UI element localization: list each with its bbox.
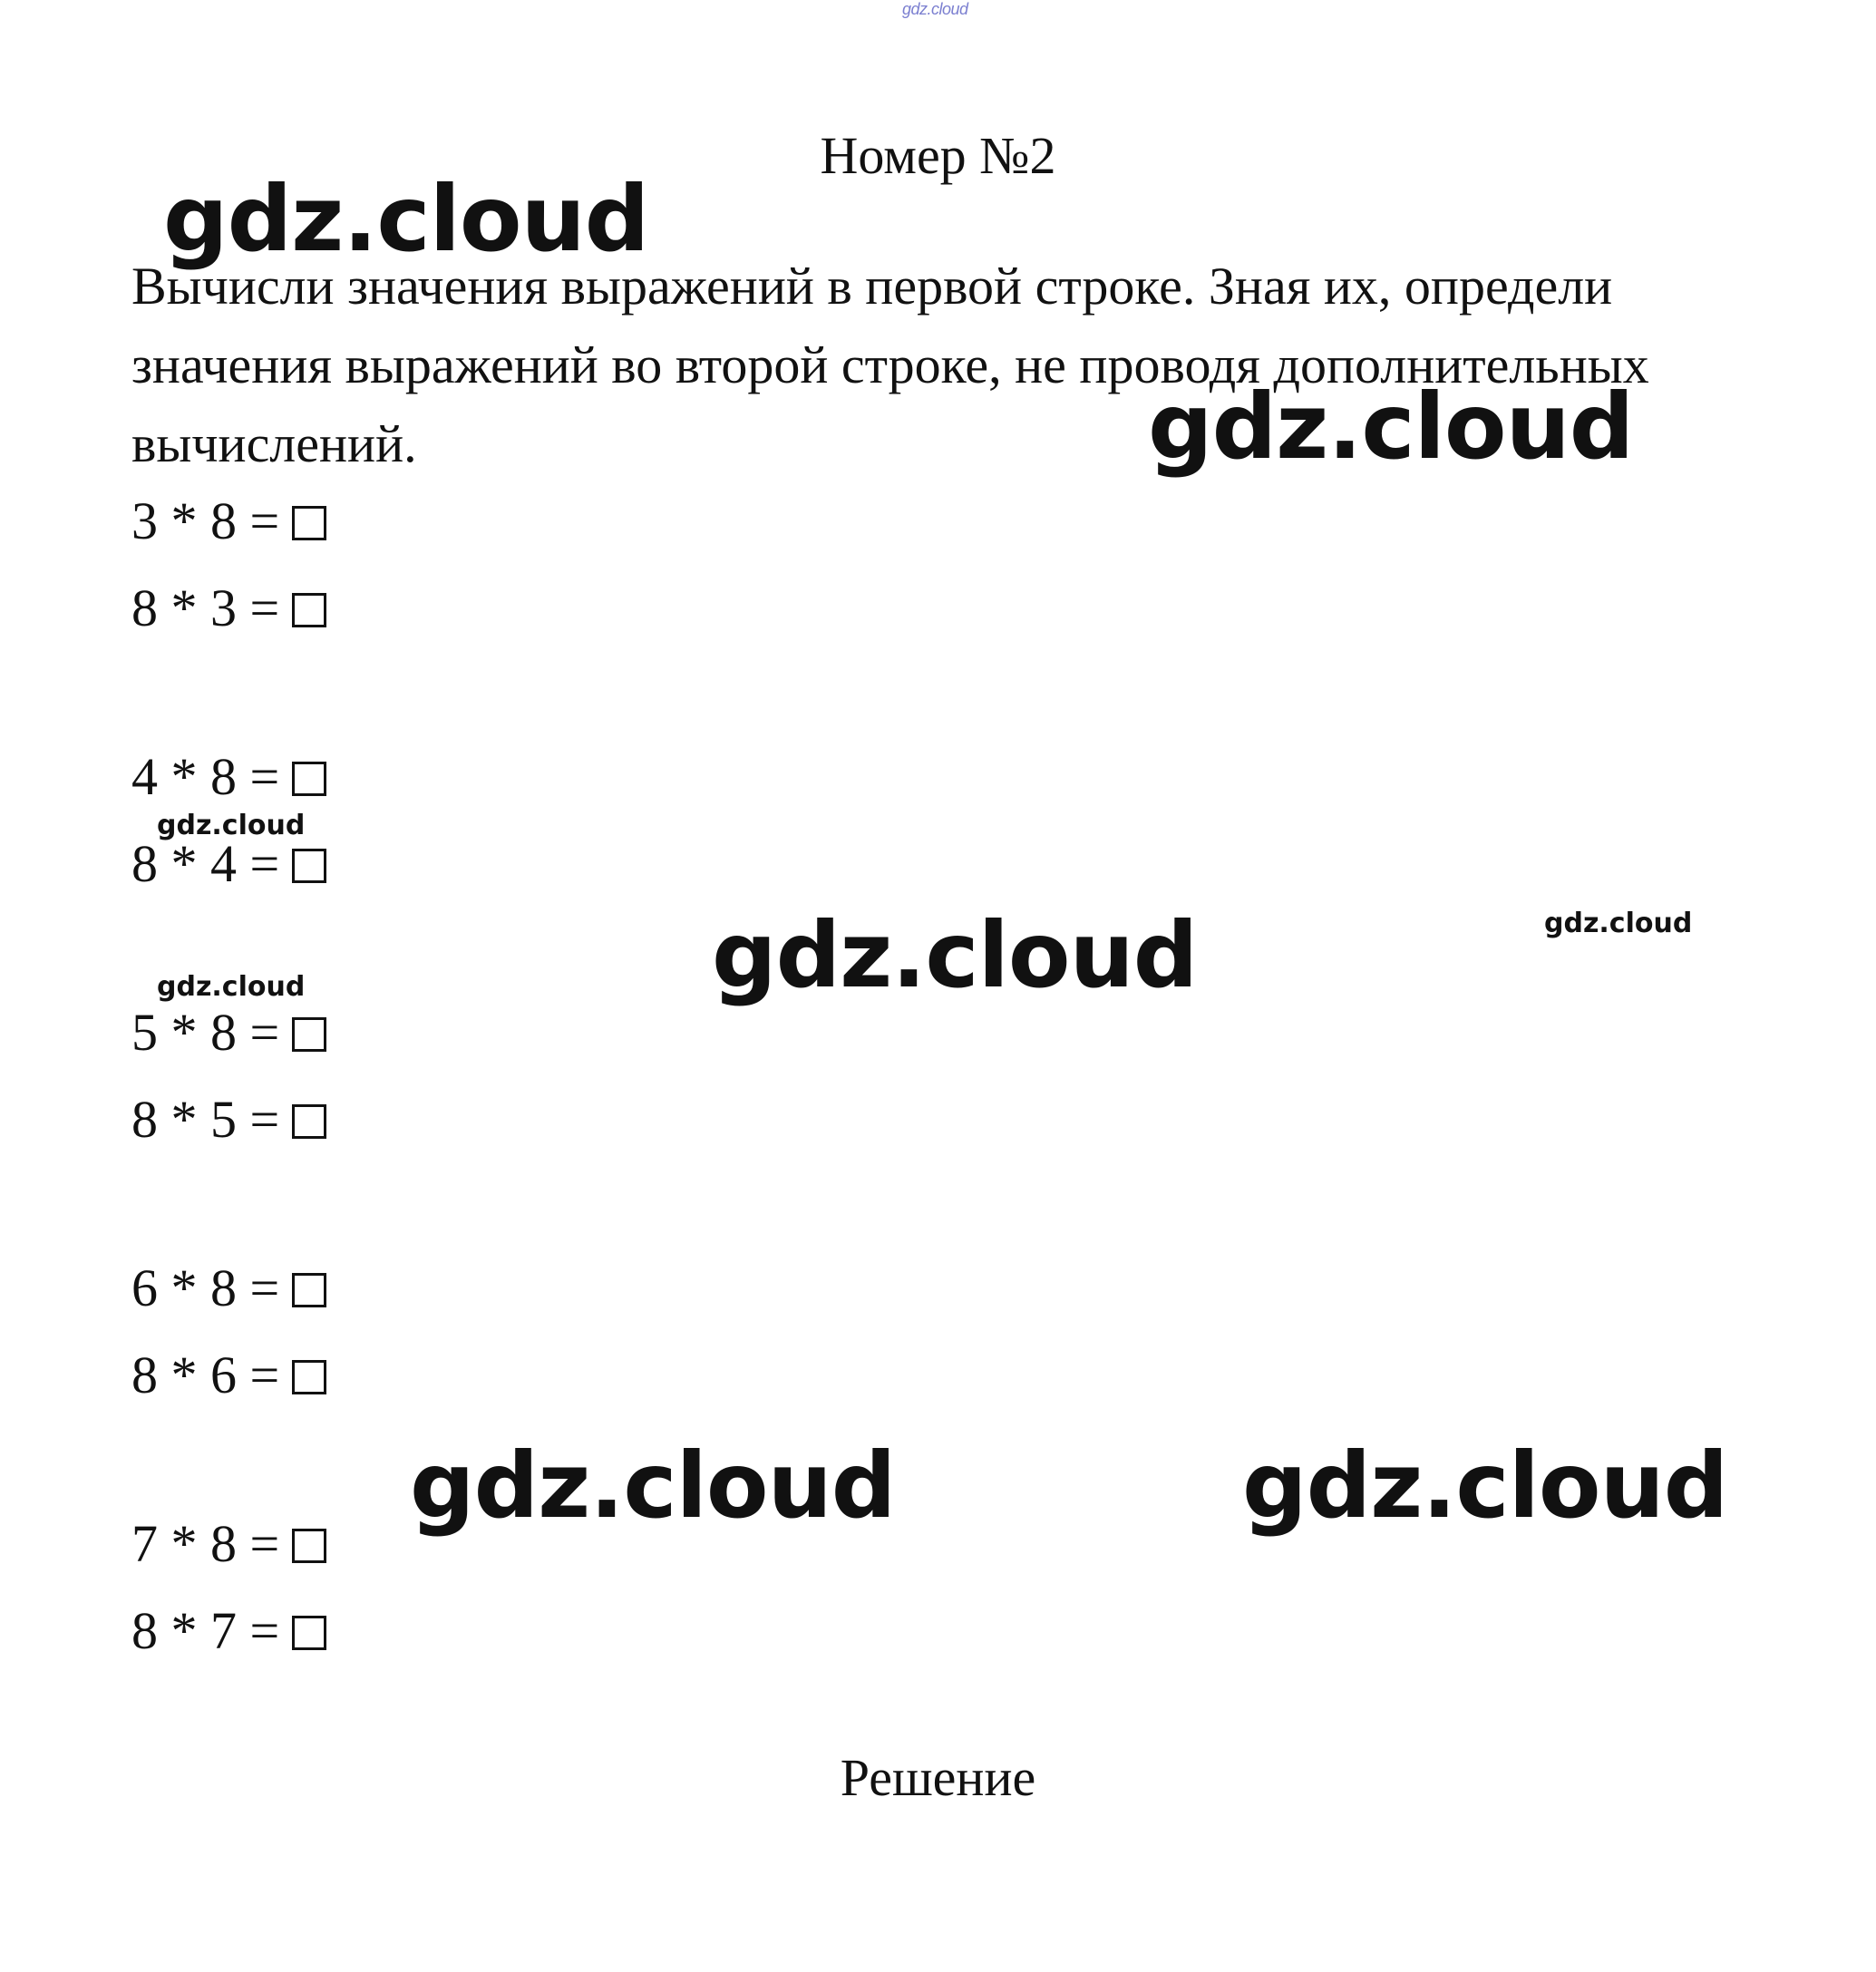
answer-box[interactable]: [292, 762, 326, 796]
expression-row: [131, 832, 326, 896]
answer-box[interactable]: [292, 1017, 326, 1052]
expression-text: 8 * 4 =: [131, 834, 280, 893]
answer-box[interactable]: [292, 506, 326, 540]
watermark: gdz.cloud: [157, 971, 306, 1003]
expression-row: [131, 1512, 326, 1576]
answer-box[interactable]: [292, 1273, 326, 1307]
answer-box[interactable]: [292, 1360, 326, 1394]
task-text: Вычисли значения выражений в первой строке. Зная их, определи значения выражений во второй строке, не проводя дополнительных вычислений.: [131, 257, 1649, 473]
expression-row: [131, 577, 326, 640]
answer-box[interactable]: [292, 593, 326, 627]
header-watermark: gdz.cloud: [902, 0, 968, 18]
expression-row: [131, 490, 326, 553]
watermark: gdz.cloud: [1242, 1433, 1728, 1539]
expression-text: 4 * 8 =: [131, 747, 280, 806]
page-title: Номер №2: [820, 126, 1056, 185]
expression-text: 7 * 8 =: [131, 1514, 280, 1573]
answer-box[interactable]: [292, 1529, 326, 1563]
expression-row: [131, 1088, 326, 1151]
watermark: gdz.cloud: [163, 166, 649, 272]
watermark: gdz.cloud: [1544, 908, 1693, 939]
expression-text: 6 * 8 =: [131, 1258, 280, 1317]
watermark: gdz.cloud: [712, 902, 1198, 1008]
answer-box[interactable]: [292, 1104, 326, 1139]
watermark: gdz.cloud: [1148, 374, 1634, 480]
watermark: gdz.cloud: [410, 1433, 896, 1539]
answer-box[interactable]: [292, 1616, 326, 1650]
expression-row: [131, 1001, 326, 1064]
answer-box[interactable]: [292, 849, 326, 883]
expression-text: 5 * 8 =: [131, 1003, 280, 1062]
solution-heading: Решение: [840, 1748, 1036, 1807]
expression-text: 8 * 5 =: [131, 1090, 280, 1149]
expression-text: 8 * 6 =: [131, 1345, 280, 1404]
expression-row: [131, 1344, 326, 1407]
expression-row: [131, 1599, 326, 1663]
watermark: gdz.cloud: [157, 810, 306, 841]
expression-row: [131, 1257, 326, 1320]
expression-text: 3 * 8 =: [131, 491, 280, 550]
expression-text: 8 * 3 =: [131, 578, 280, 637]
expression-row: [131, 745, 326, 809]
expression-text: 8 * 7 =: [131, 1601, 280, 1660]
